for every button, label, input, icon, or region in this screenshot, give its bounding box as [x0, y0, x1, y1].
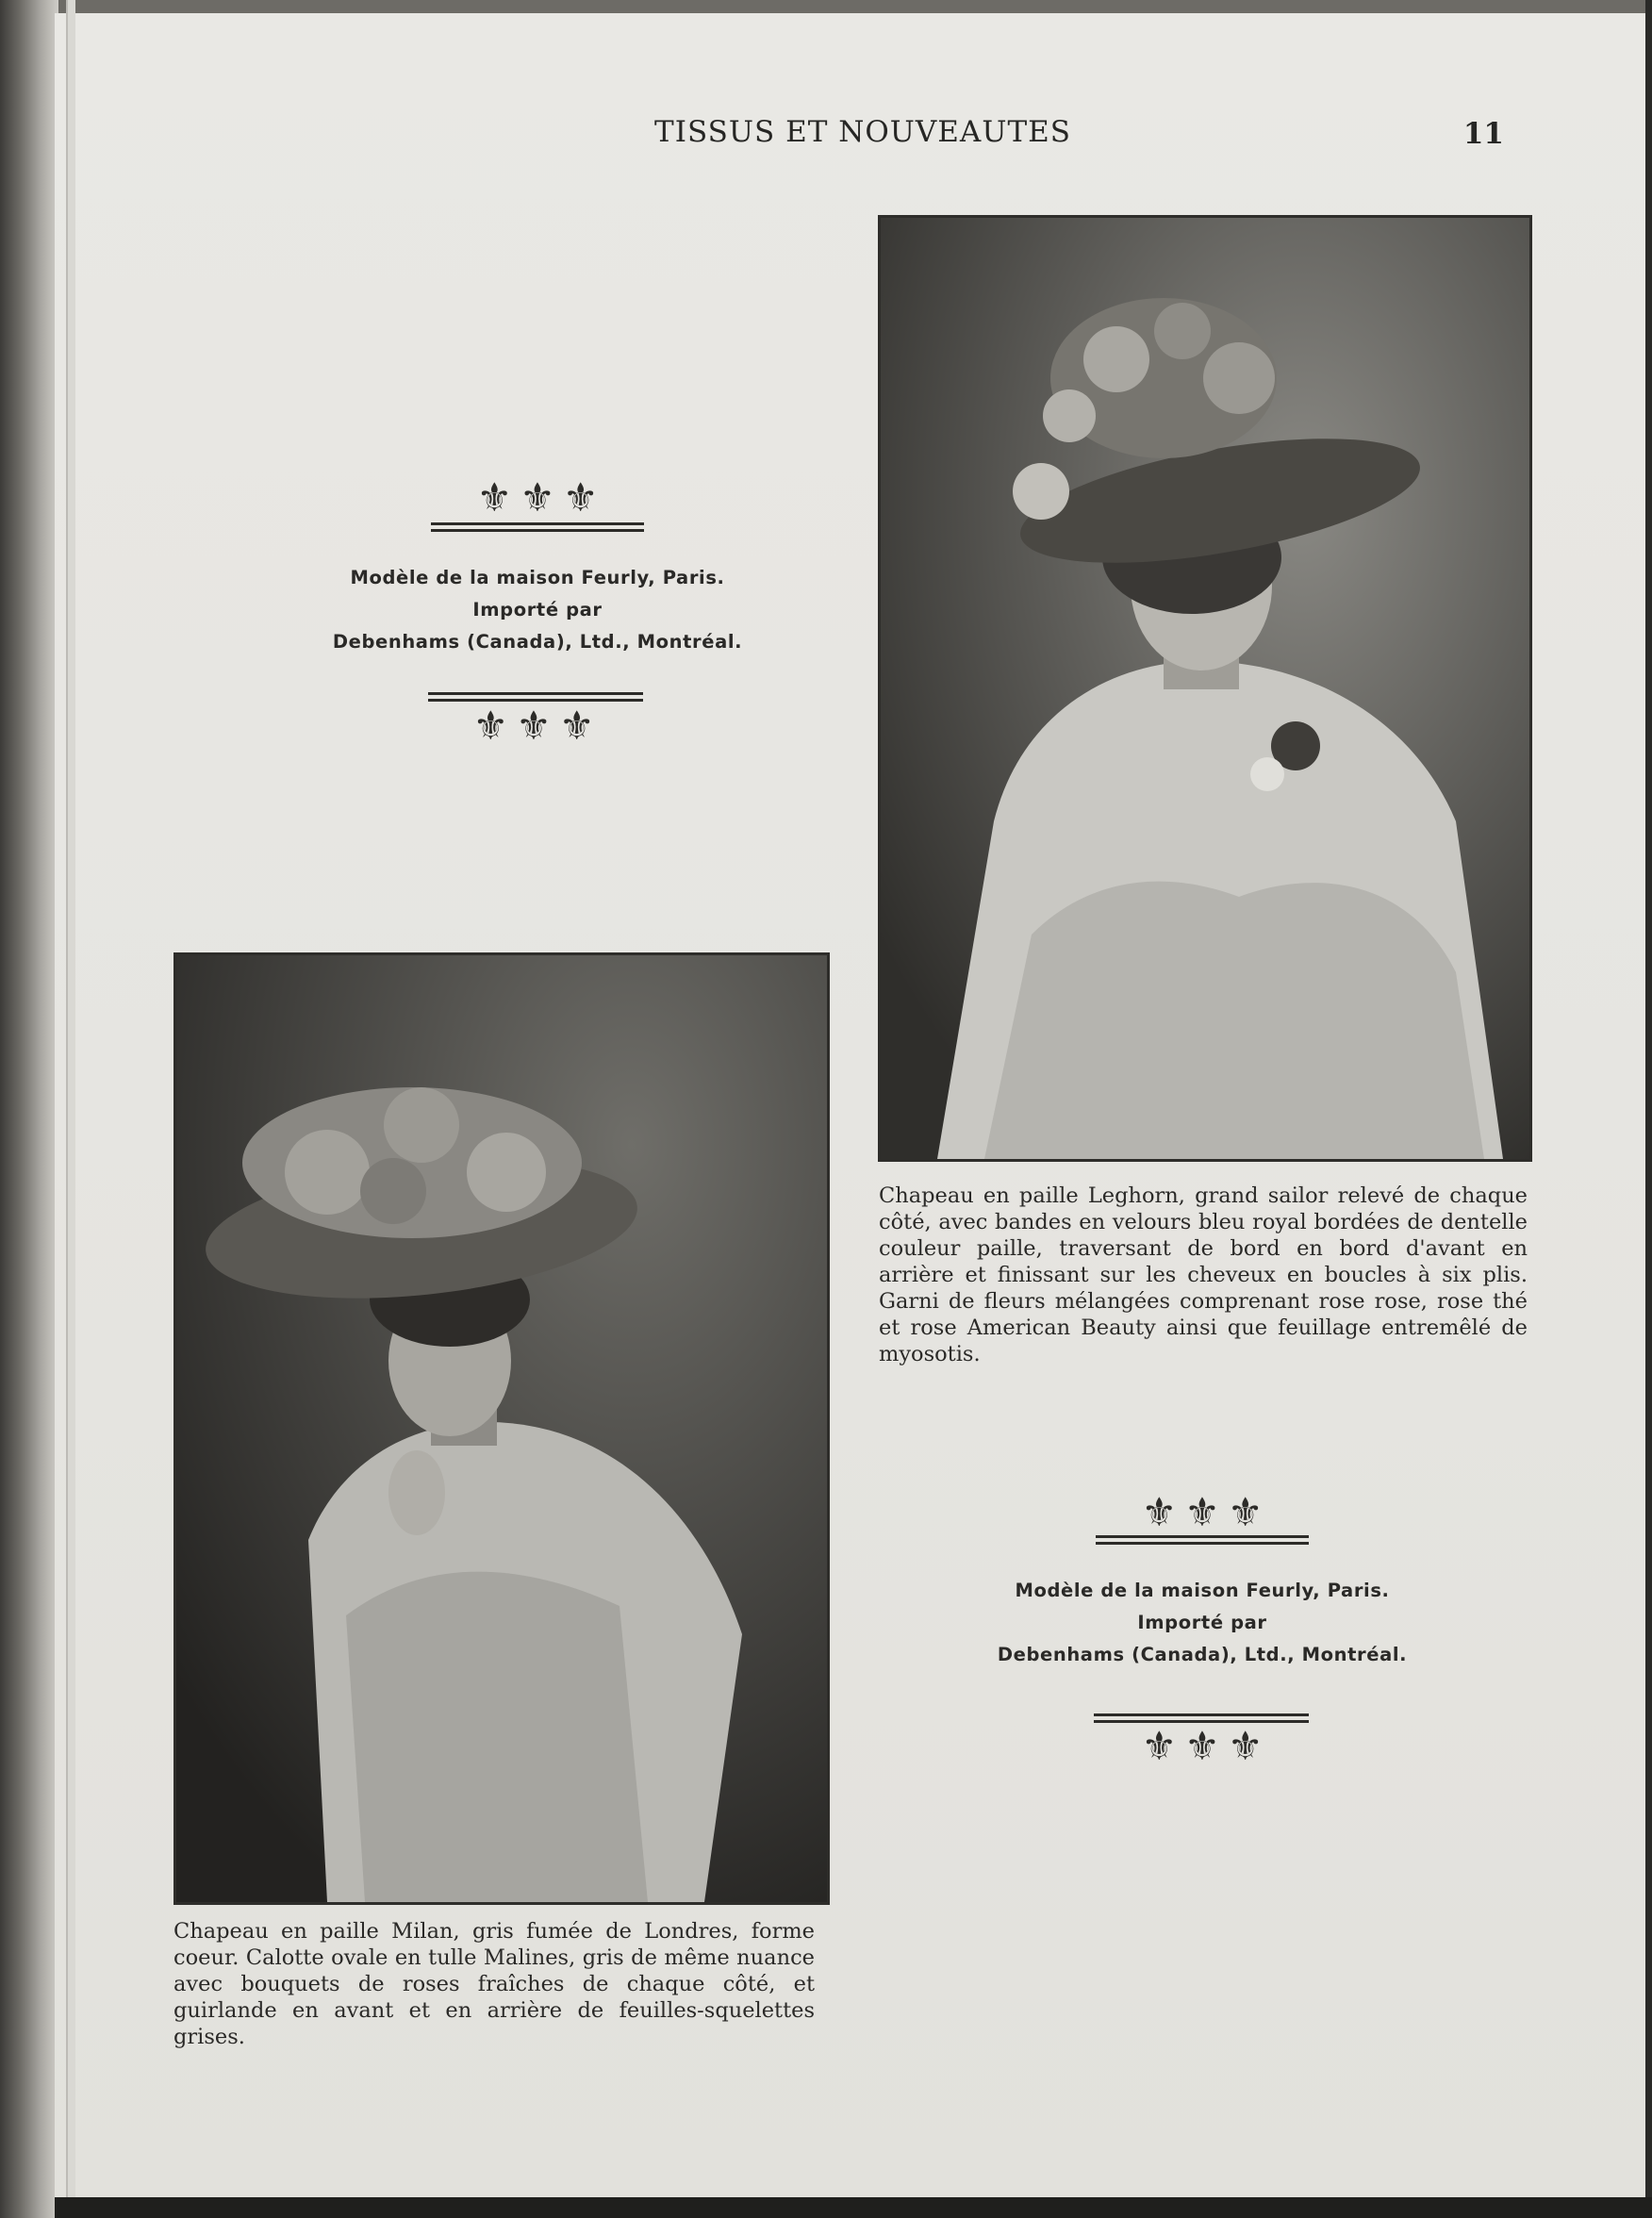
fleur-de-lis-icon: ⚜ [1184, 1489, 1220, 1535]
photo-leghorn-hat [878, 215, 1532, 1162]
fleur-de-lis-ornament [443, 474, 632, 521]
fleur-de-lis-icon: ⚜ [476, 474, 513, 521]
caption-leghorn-hat: Chapeau en paille Leghorn, grand sailor relevé de chaque côté, avec bandes en velours bleu royal bordées de dentelle couleur paille, traversant de bord en bord d'avant en arrière et finissant sur les cheveux en boucles à six plis. Garni de fleurs mélangées comprenant rose rose, rose thé et rose American Beauty ainsi que feuillage entremêlé de myosotis. [879, 1183, 1528, 1366]
credit-block-top [283, 562, 792, 658]
bottom-edge [55, 2197, 1652, 2218]
credit-imported: Importé par [1137, 1612, 1267, 1633]
photo-milan-hat [173, 952, 830, 1905]
fleur-de-lis-icon: ⚜ [562, 474, 599, 521]
fleur-de-lis-ornament [1108, 1489, 1297, 1535]
book-spine-shadow [0, 0, 58, 2218]
fleur-de-lis-icon: ⚜ [558, 703, 595, 749]
fleur-de-lis-icon: ⚜ [1184, 1723, 1220, 1769]
double-rule [1096, 1535, 1309, 1538]
credit-importer: Debenhams (Canada), Ltd., Montréal. [332, 631, 743, 653]
double-rule [428, 692, 643, 695]
double-rule [431, 522, 644, 525]
credit-house: Modèle de la maison Feurly, Paris. [350, 567, 725, 588]
fleur-de-lis-icon: ⚜ [472, 703, 509, 749]
fleur-de-lis-icon: ⚜ [520, 474, 555, 521]
running-header: TISSUS ET NOUVEAUTES [654, 115, 1071, 149]
right-edge [1645, 0, 1652, 2218]
fleur-de-lis-icon: ⚜ [1141, 1723, 1178, 1769]
credit-importer: Debenhams (Canada), Ltd., Montréal. [997, 1644, 1408, 1665]
caption-milan-hat: Chapeau en paille Milan, gris fumée de Londres, forme coeur. Calotte ovale en tulle Malines, gris de même nuance avec bouquets de roses fraîches de chaque côté, et guirlande en avant et en arrière de feuilles-squelettes grises. [173, 1919, 815, 2049]
fleur-de-lis-icon: ⚜ [1141, 1489, 1178, 1535]
credit-block-bottom [948, 1575, 1457, 1671]
fleur-de-lis-ornament [439, 705, 628, 747]
page-number: 11 [1462, 117, 1504, 151]
credit-house: Modèle de la maison Feurly, Paris. [1015, 1580, 1390, 1601]
fleur-de-lis-icon: ⚜ [1227, 1489, 1264, 1535]
fleur-de-lis-icon: ⚜ [1227, 1723, 1264, 1769]
fleur-de-lis-ornament [1108, 1723, 1297, 1769]
credit-imported: Importé par [472, 599, 603, 621]
fleur-de-lis-icon: ⚜ [516, 703, 552, 749]
gutter-edge [66, 0, 75, 2218]
double-rule [1094, 1713, 1309, 1716]
